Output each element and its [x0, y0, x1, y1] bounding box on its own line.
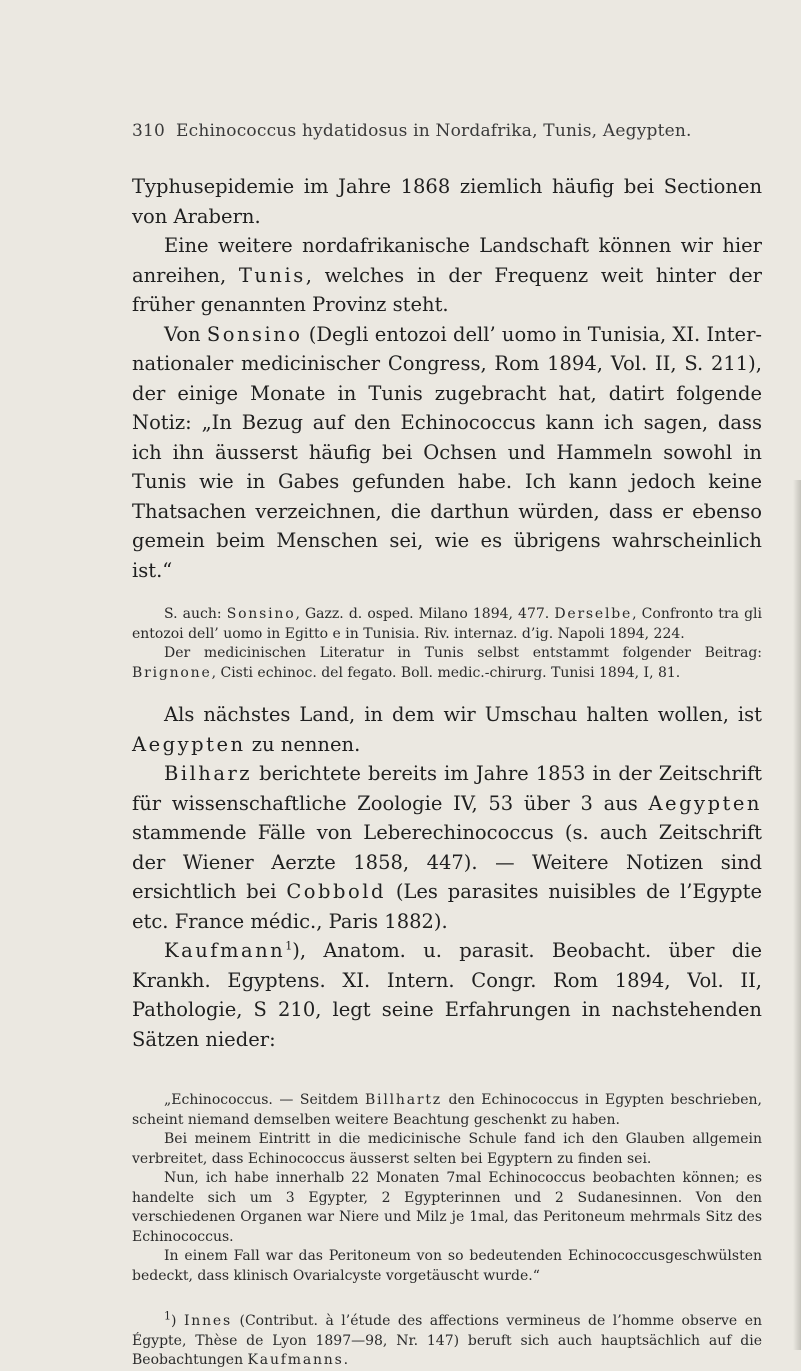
reference-brignone: Der medicinischen Literatur in Tunis selbst entstammt folgender Beitrag: Brignone, Cisti echinoc. del fegato. Boll. medic.-chirurg. Tunisi 1894, I, 81.	[132, 645, 762, 681]
page-number: 310	[132, 121, 166, 141]
footnote-marker: 1	[164, 1309, 171, 1323]
small-print-references	[132, 605, 762, 683]
paragraph-typhus: Typhusepidemie im Jahre 1868 ziemlich häufig bei Sectionen von Arabern.	[132, 175, 762, 228]
quote-paragraph: „Echinococcus. — Seitdem Billhartz den Echinococcus in Egypten beschrieben, scheint niemand demselben weitere Beachtung geschenkt zu haben.	[132, 1092, 762, 1128]
quote-paragraph: Nun, ich habe innerhalb 22 Monaten 7mal Echinococcus beobachten können; es handelte sich um 3 Egypter, 2 Egypterinnen und 2 Sudanesinnen. Von den verschiedenen Organen war Niere und Milz je 1mal, das Peritoneum mehrmals Sitz des Echinococcus.	[132, 1170, 762, 1245]
paragraph-egypt-intro: Als nächstes Land, in dem wir Umschau halten wollen, ist Aegypten zu nennen.	[132, 703, 762, 756]
author-name: Kaufmann	[164, 939, 286, 962]
page-edge-shadow	[793, 480, 801, 1350]
running-title: Echinococcus hydatidosus in Nordafrika, Tunis, Aegypten.	[176, 121, 692, 141]
footnote	[132, 1309, 762, 1371]
paragraph-bilharz: Bilharz berichtete bereits im Jahre 1853 in der Zeitschrift für wissenschaftliche Zoologie IV, 53 über 3 aus Aegypten stammende Fälle von Leberechinococcus (s. auch Zeitschrift der Wiener Aerzte 1858, 447). — Weitere Notizen sind ersichtlich bei Cobbold (Les parasites nuisibles de l’Egypte etc. France médic., Paris 1882).	[132, 762, 762, 933]
author-name: Bilharz	[164, 762, 253, 785]
body-text-egypt	[132, 700, 762, 1054]
place-name: Aegypten	[132, 732, 246, 756]
quotation-kaufmann	[132, 1091, 762, 1286]
reference-sonsino: S. auch: Sonsino, Gazz. d. osped. Milano 1894, 477. Derselbe, Confronto tra gli entozoi dell’ uomo in Egitto e in Tunisia. Riv. internaz. d’ig. Napoli 1894, 224.	[132, 606, 762, 642]
quote-paragraph: In einem Fall war das Peritoneum von so bedeutenden Echinococcusgeschwülsten bedeckt, dass klinisch Ovarialcyste vorgetäuscht wurde.“	[132, 1248, 762, 1284]
quote-paragraph: Bei meinem Eintritt in die medicinische Schule fand ich den Glauben allgemein verbreitet, dass Echinococcus äusserst selten bei Egyptern zu finden sei.	[132, 1131, 762, 1167]
paragraph-sonsino: Von Sonsino (Degli entozoi dell’ uomo in Tunisia, XI. Internationaler medicinischer Congress, Rom 1894, Vol. II, S. 211), der einige Monate in Tunis zugebracht hat, datirt folgende Notiz: „In Bezug auf den Echinococcus kann ich sagen, dass ich ihn äusserst häufig bei Ochsen und Hammeln sowohl in Tunis wie in Gabes gefunden habe. Ich kann jedoch keine Thatsachen verzeichnen, die darthun würden, dass er ebenso gemein beim Menschen sei, wie es übrigens wahrscheinlich ist.“	[132, 322, 762, 582]
paragraph-tunis-intro: Eine weitere nordafrikanische Landschaft können wir hier anreihen, Tunis, welches in der Frequenz weit hinter der früher genannten Provinz steht.	[132, 234, 762, 316]
place-name: Tunis	[238, 263, 306, 287]
footnote-ref: 1	[285, 939, 293, 953]
body-text-tunis	[132, 172, 762, 585]
footnote-text: $^1$) Innes (Contribut. à l’étude des affections vermineus de l’homme observe en Égypte, Thèse de Lyon 1897—98, Nr. 147) beruft sich auch hauptsächlich auf die Beobachtungen Kaufmanns.	[132, 1309, 762, 1368]
running-header	[132, 121, 752, 141]
paragraph-kaufmann: Kaufmann$^1$), Anatom. u. parasit. Beobacht. über die Krankh. Egyptens. XI. Intern. Congr. Rom 1894, Vol. II, Pathologie, S 210, legt seine Erfahrungen in nachstehenden Sätzen nieder:	[132, 939, 762, 1051]
author-name: Sonsino	[206, 322, 303, 346]
